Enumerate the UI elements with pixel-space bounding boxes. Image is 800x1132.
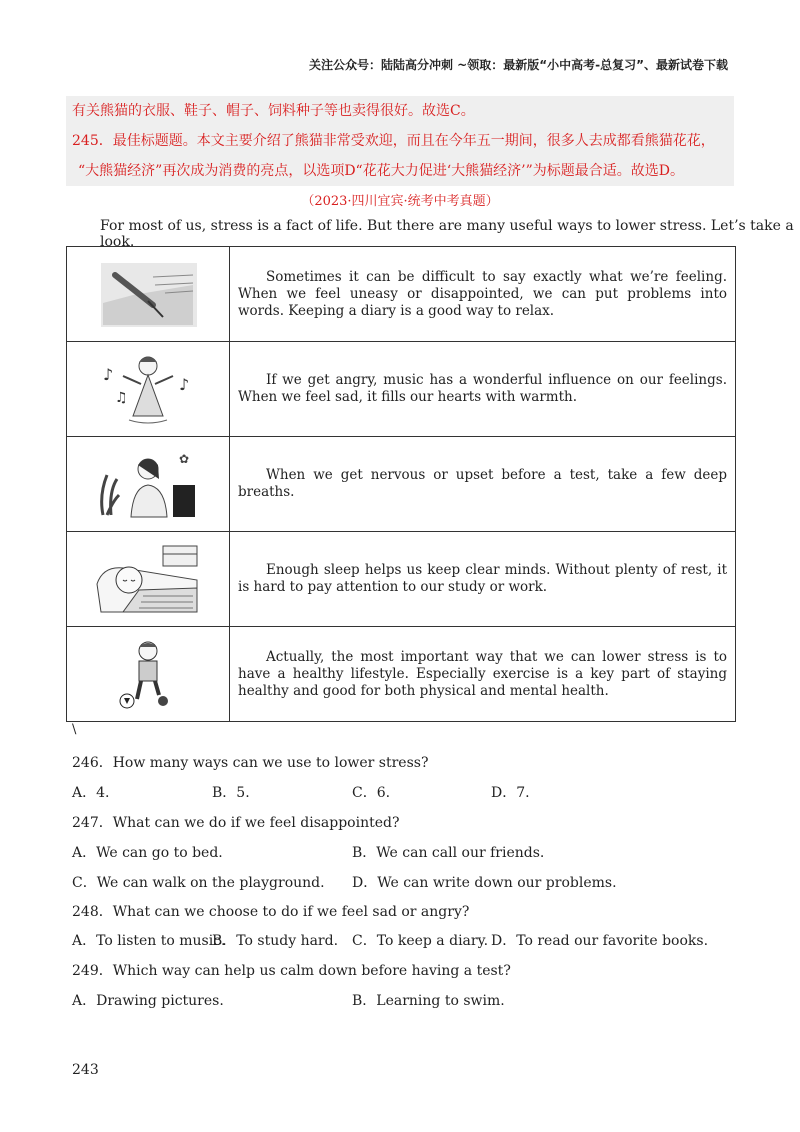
answer-note-line-1: 有关熊猫的衣服、鞋子、帽子、饲料种子等也卖得很好。故选C。 — [72, 103, 475, 119]
svg-text:♪: ♪ — [103, 365, 114, 384]
answer-option: A．To listen to music. — [72, 933, 226, 949]
answer-note-line-3: “大熊猫经济”再次成为消费的亮点，以选项D“花花大力促进‘大熊猫经济’”为标题最合适。故选D。 — [78, 163, 684, 179]
table-row — [67, 437, 736, 532]
svg-text:♫: ♫ — [115, 390, 128, 406]
question-stem: 246．How many ways can we use to lower stress? — [72, 755, 429, 771]
answer-option: A．4. — [72, 785, 110, 801]
question-stem: 247．What can we do if we feel disappointed? — [72, 815, 400, 831]
source-citation: （2023·四川宜宾·统考中考真题） — [301, 194, 499, 209]
answer-option: D．7. — [491, 785, 530, 801]
page-number: 243 — [72, 1062, 99, 1078]
way-text: If we get angry, music has a wonderful influence on our feelings. When we feel sad, it fills our hearts with warmth. — [230, 342, 736, 437]
answer-option: B．Learning to swim. — [352, 993, 505, 1009]
stray-mark: \ — [72, 722, 77, 737]
boy-football-icon — [93, 635, 203, 713]
answer-option: C．6. — [352, 785, 391, 801]
answer-option: C．To keep a diary. — [352, 933, 489, 949]
answer-option: B．5. — [212, 785, 250, 801]
picture-cell — [67, 532, 230, 627]
way-text: Actually, the most important way that we can lower stress is to have a healthy lifestyle. Especially exercise is a key part of staying healthy and good for both physical and mental health. — [230, 627, 736, 722]
passage-intro: For most of us, stress is a fact of life. But there are many useful ways to lower stress. Let’s take a look. — [100, 218, 794, 250]
way-text: When we get nervous or upset before a test, take a few deep breaths. — [230, 437, 736, 532]
table-row — [67, 342, 736, 437]
stress-ways-table — [66, 246, 736, 722]
writing-diary-icon — [93, 255, 203, 333]
table-row — [67, 247, 736, 342]
picture-cell — [67, 627, 230, 722]
answer-option: A．We can go to bed. — [72, 845, 223, 861]
svg-text:♪: ♪ — [179, 375, 190, 394]
question-stem: 248．What can we choose to do if we feel sad or angry? — [72, 904, 470, 920]
page-header: 关注公众号：陆陆高分冲刺 ~领取：最新版“小中高考-总复习”、最新试卷下载 — [309, 58, 728, 72]
answer-option: D．We can write down our problems. — [352, 875, 617, 891]
picture-cell — [67, 437, 230, 532]
table-row — [67, 532, 736, 627]
girl-music-icon — [93, 350, 203, 428]
answer-option: D．To read our favorite books. — [491, 933, 709, 949]
answer-note-line-2: 245．最佳标题题。本文主要介绍了熊猫非常受欢迎，而且在今年五一期间，很多人去成都看熊猫花花， — [72, 133, 715, 149]
answer-option: B．To study hard. — [212, 933, 339, 949]
way-text: Enough sleep helps us keep clear minds. Without plenty of rest, it is hard to pay attention to our study or work. — [230, 532, 736, 627]
boy-sleeping-icon — [93, 540, 203, 618]
answer-option: A．Drawing pictures. — [72, 993, 224, 1009]
picture-cell — [67, 342, 230, 437]
woman-breathing-icon — [93, 445, 203, 523]
answer-option: B．We can call our friends. — [352, 845, 545, 861]
picture-cell — [67, 247, 230, 342]
question-stem: 249．Which way can help us calm down before having a test? — [72, 963, 511, 979]
svg-text:✿: ✿ — [179, 452, 190, 466]
way-text: Sometimes it can be difficult to say exactly what we’re feeling. When we feel uneasy or disappointed, we can put problems into words. Keeping a diary is a good way to relax. — [230, 247, 736, 342]
table-row — [67, 627, 736, 722]
answer-option: C．We can walk on the playground. — [72, 875, 325, 891]
